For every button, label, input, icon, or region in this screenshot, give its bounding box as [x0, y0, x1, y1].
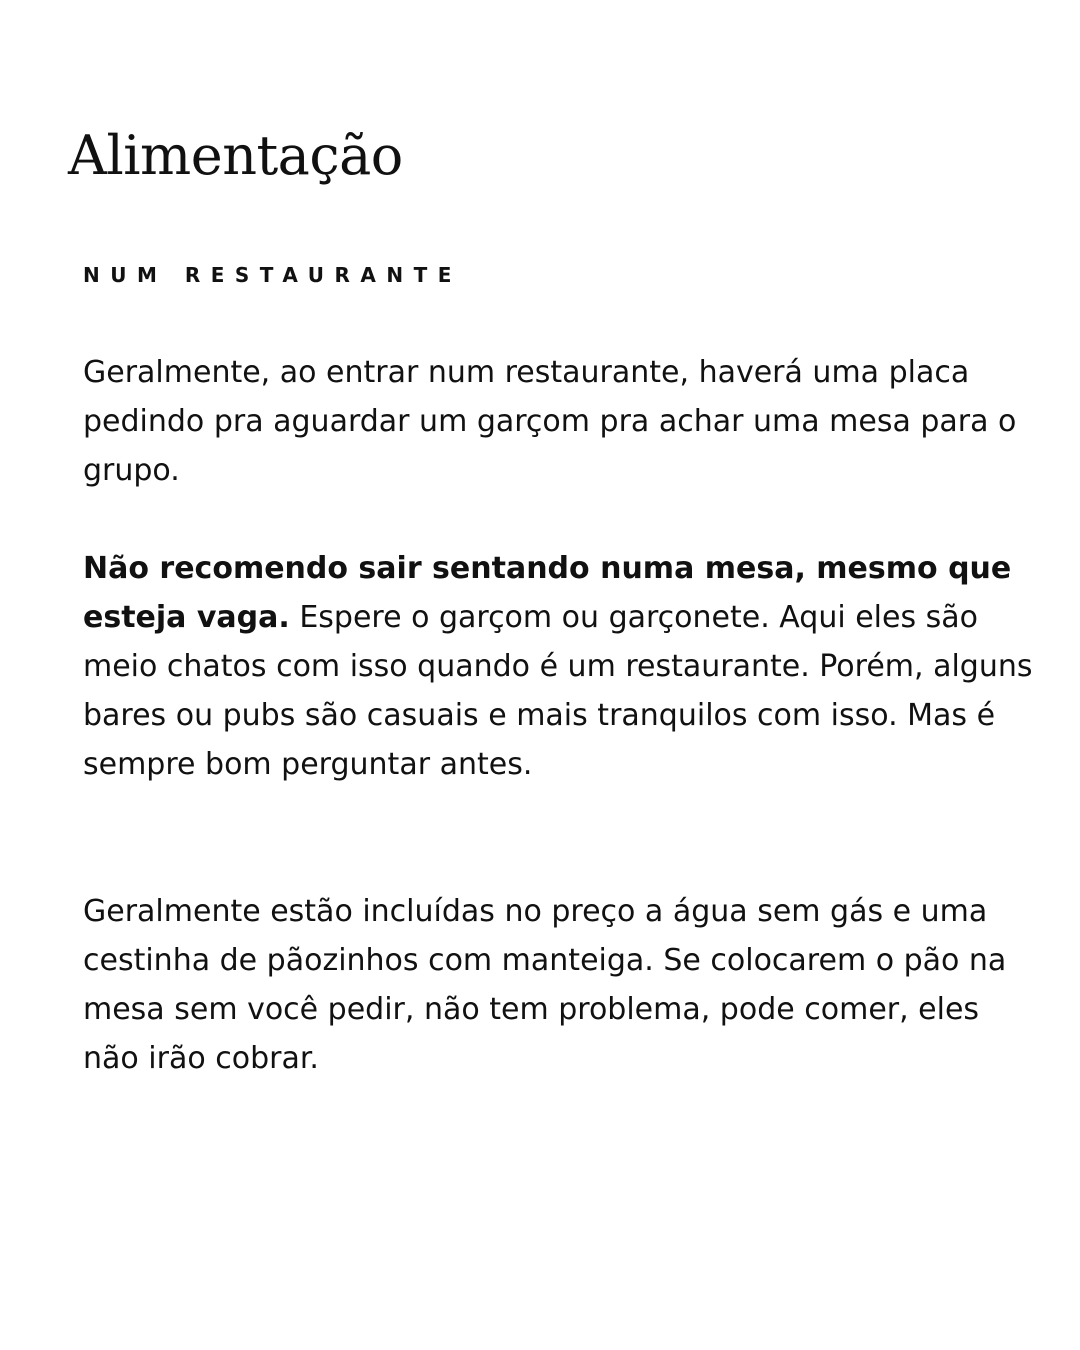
paragraph-seating — [83, 544, 1043, 789]
page-title: Alimentação — [68, 124, 403, 187]
paragraph-included-items: Geralmente estão incluídas no preço a água sem gás e uma cestinha de pãozinhos com manteiga. Se colocarem o pão na mesa sem você pedir, não tem problema, pode comer, eles não irão cobrar. — [83, 894, 1007, 1076]
section-subtitle: NUM RESTAURANTE — [83, 263, 462, 287]
paragraph-seating-emphasis: Não recomendo sair sentando numa mesa, mesmo que esteja vaga. — [83, 551, 1012, 635]
paragraph-entry: Geralmente, ao entrar num restaurante, haverá uma placa pedindo pra aguardar um garçom pra achar uma mesa para o grupo. — [83, 355, 1017, 488]
paragraph-seating-text: Espere o garçom ou garçonete. Aqui eles são meio chatos com isso quando é um restaurante. Porém, alguns bares ou pubs são casuais e mais tranquilos com isso. Mas é sempre bom perguntar antes. — [83, 600, 1033, 782]
